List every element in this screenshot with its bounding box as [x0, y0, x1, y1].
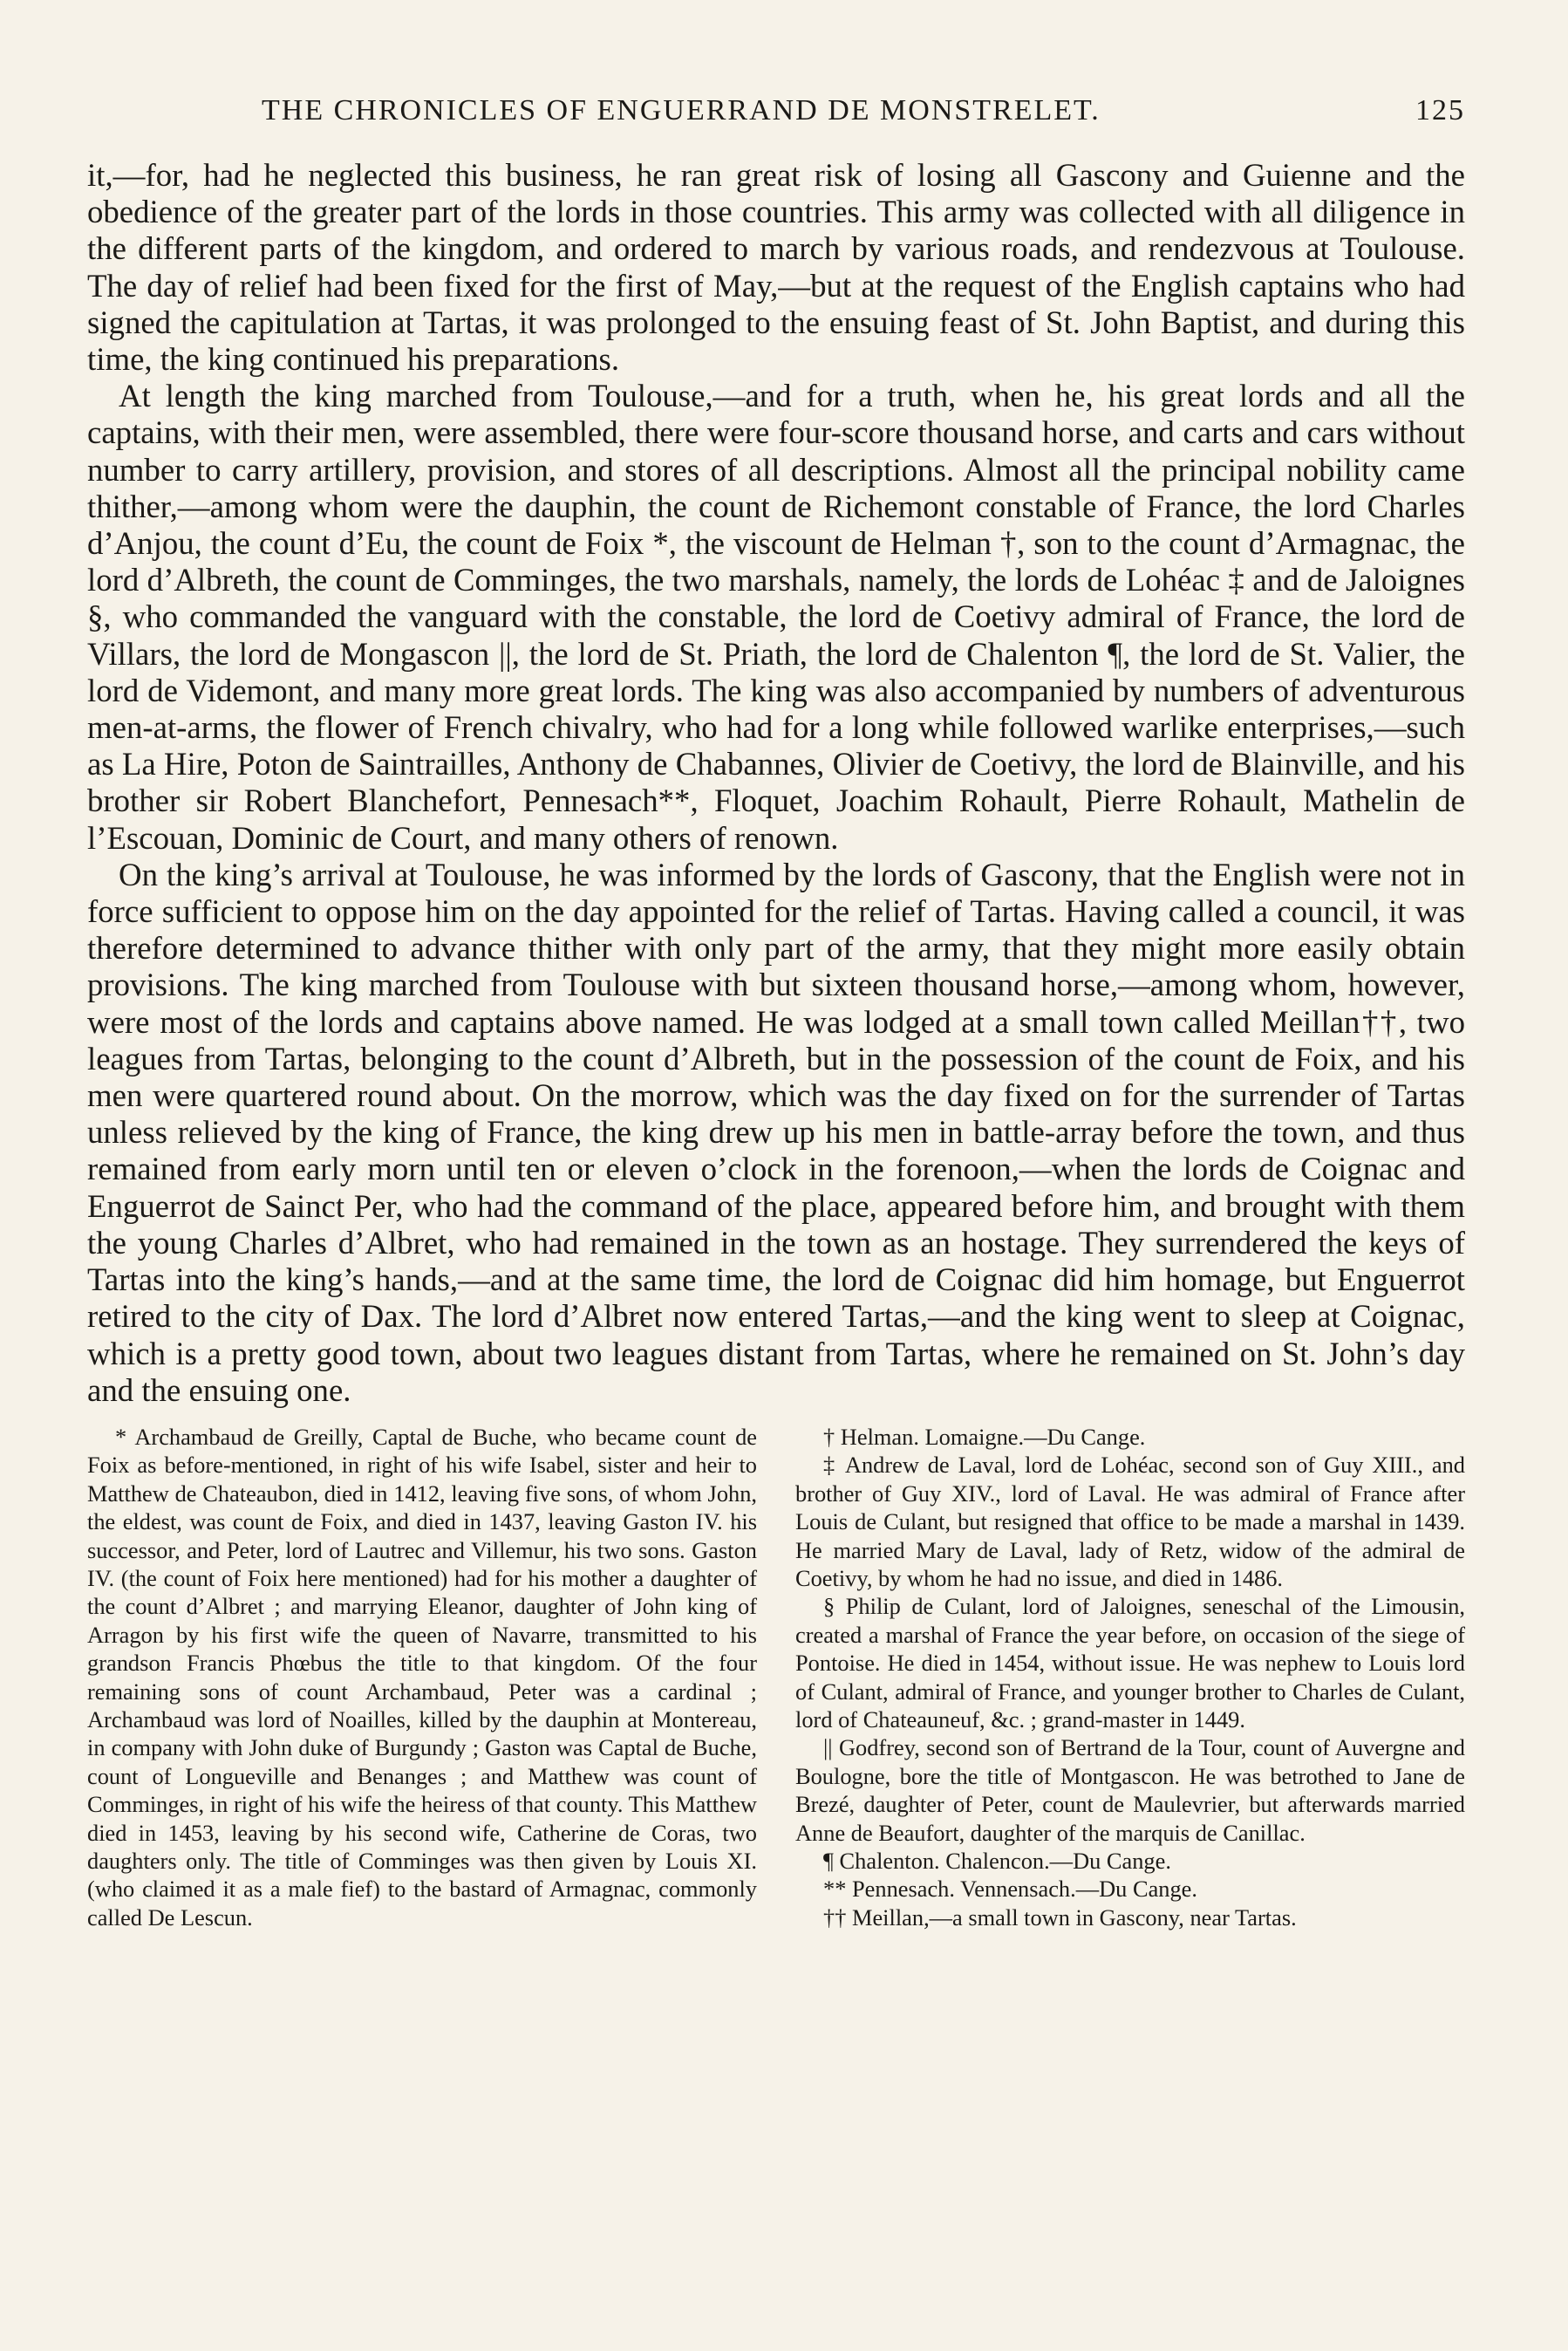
footnote: ** Pennesach. Vennensach.—Du Cange.: [823, 1876, 1197, 1903]
body-text: [87, 157, 1465, 1409]
paragraph: it,—for, had he neglected this business, he ran great risk of losing all Gascony and Guienne and the obedience of the greater part of the lords in those countries. This army was collected with all diligence in the different parts of the kingdom, and ordered to march by various roads, and rendezvous at Toulouse. The day of relief had been fixed for the first of May,—but at the request of the English captains who had signed the capitulation at Tartas, it was prolonged to the ensuing feast of St. John Baptist, and during this time, the king continued his preparations.: [87, 157, 1465, 378]
footnotes-left-column: [87, 1423, 757, 1931]
footnote: ‡ Andrew de Laval, lord de Lohéac, second son of Guy XIII., and brother of Guy XIV., lord of Laval. He was admiral of France after Louis de Culant, but resigned that office to be made a marshal in 1439. He married Mary de Laval, lady of Retz, widow of the admiral de Coetivy, by whom he had no issue, and died in 1486.: [795, 1452, 1465, 1591]
footnote: || Godfrey, second son of Bertrand de la Tour, count of Auvergne and Boulogne, bore the title of Montgascon. He was betrothed to Jane de Brezé, daughter of Peter, count de Maulevrier, but afterwards married Anne de Beaufort, daughter of the marquis de Canillac.: [795, 1734, 1465, 1846]
running-head: [87, 94, 1465, 140]
footnote: † Helman. Lomaigne.—Du Cange.: [823, 1423, 1146, 1450]
footnote: * Archambaud de Greilly, Captal de Buche, who became count de Foix as before-mentioned, in right of his wife Isabel, sister and heir to Matthew de Chateaubon, died in 1412, leaving five sons, of whom John, the eldest, was count de Foix, and died in 1437, leaving Gaston IV. his successor, and Peter, lord of Lautrec and Villemur, his two sons. Gaston IV. (the count of Foix here mentioned) had for his mother a daughter of the count d’Albret ; and marrying Eleanor, daughter of John king of Arragon by his first wife the queen of Navarre, transmitted to his grandson Francis Phœbus the title to that kingdom. Of the four remaining sons of count Archambaud, Peter was a cardinal ; Archambaud was lord of Noailles, killed by the dauphin at Montereau, in company with John duke of Burgundy ; Gaston was Captal de Buche, count of Longueville and Benanges ; and Matthew was count of Comminges, in right of his wife the heiress of that county. This Matthew died in 1453, leaving by his second wife, Catherine de Coras, two daughters only. The title of Comminges was then given by Louis XI. (who claimed it as a male fief) to the bastard of Armagnac, commonly called De Lescun.: [87, 1423, 757, 1931]
paragraph: At length the king marched from Toulouse,—and for a truth, when he, his great lords and all the captains, with their men, were assembled, there were four-score thousand horse, and carts and cars without number to carry artillery, provision, and stores of all descriptions. Almost all the principal nobility came thither,—among whom were the dauphin, the count de Richemont constable of France, the lord Charles d’Anjou, the count d’Eu, the count de Foix *, the viscount de Helman †, son to the count d’Armagnac, the lord d’Albreth, the count de Comminges, the two marshals, namely, the lords de Lohéac ‡ and de Jaloignes §, who commanded the vanguard with the constable, the lord de Coetivy admiral of France, the lord de Villars, the lord de Mongascon ||, the lord de St. Priath, the lord de Chalenton ¶, the lord de St. Valier, the lord de Videmont, and many more great lords. The king was also accompanied by numbers of adventurous men-at-arms, the flower of French chivalry, who had for a long while followed warlike enterprises,—such as La Hire, Poton de Saintrailles, Anthony de Chabannes, Olivier de Coetivy, the lord de Blainville, and his brother sir Robert Blanchefort, Pennesach**, Floquet, Joachim Rohault, Pierre Rohault, Mathelin de l’Escouan, Dominic de Court, and many others of renown.: [87, 378, 1465, 856]
page-number: 125: [1415, 94, 1465, 126]
book-page: [87, 94, 1465, 1931]
footnote: ¶ Chalenton. Chalencon.—Du Cange.: [823, 1848, 1171, 1874]
running-title: THE CHRONICLES OF ENGUERRAND DE MONSTRELET.: [262, 94, 1101, 126]
footnotes: [87, 1423, 1465, 1931]
paragraph: On the king’s arrival at Toulouse, he was informed by the lords of Gascony, that the English were not in force sufficient to oppose him on the day appointed for the relief of Tartas. Having called a council, it was therefore determined to advance thither with only part of the army, that they might more easily obtain provisions. The king marched from Toulouse with but sixteen thousand horse,—among whom, however, were most of the lords and captains above named. He was lodged at a small town called Meillan††, two leagues from Tartas, belonging to the count d’Albreth, but in the possession of the count de Foix, and his men were quartered round about. On the morrow, which was the day fixed on for the surrender of Tartas unless relieved by the king of France, the king drew up his men in battle-array before the town, and thus remained from early morn until ten or eleven o’clock in the forenoon,—when the lords de Coignac and Enguerrot de Sainct Per, who had the command of the place, appeared before him, and brought with them the young Charles d’Albret, who had remained in the town as an hostage. They surrendered the keys of Tartas into the king’s hands,—and at the same time, the lord de Coignac did him homage, but Enguerrot retired to the city of Dax. The lord d’Albret now entered Tartas,—and the king went to sleep at Coignac, which is a pretty good town, about two leagues distant from Tartas, where he remained on St. John’s day and the ensuing one.: [87, 856, 1465, 1408]
footnotes-right-column: [795, 1423, 1465, 1931]
footnote: †† Meillan,—a small town in Gascony, near Tartas.: [823, 1903, 1297, 1931]
footnote: § Philip de Culant, lord of Jaloignes, seneschal of the Limousin, created a marshal of France the year before, on occasion of the siege of Pontoise. He died in 1454, without issue. He was nephew to Louis lord of Culant, admiral of France, and younger brother to Charles de Culant, lord of Chateauneuf, &c. ; grand-master in 1449.: [795, 1593, 1465, 1732]
